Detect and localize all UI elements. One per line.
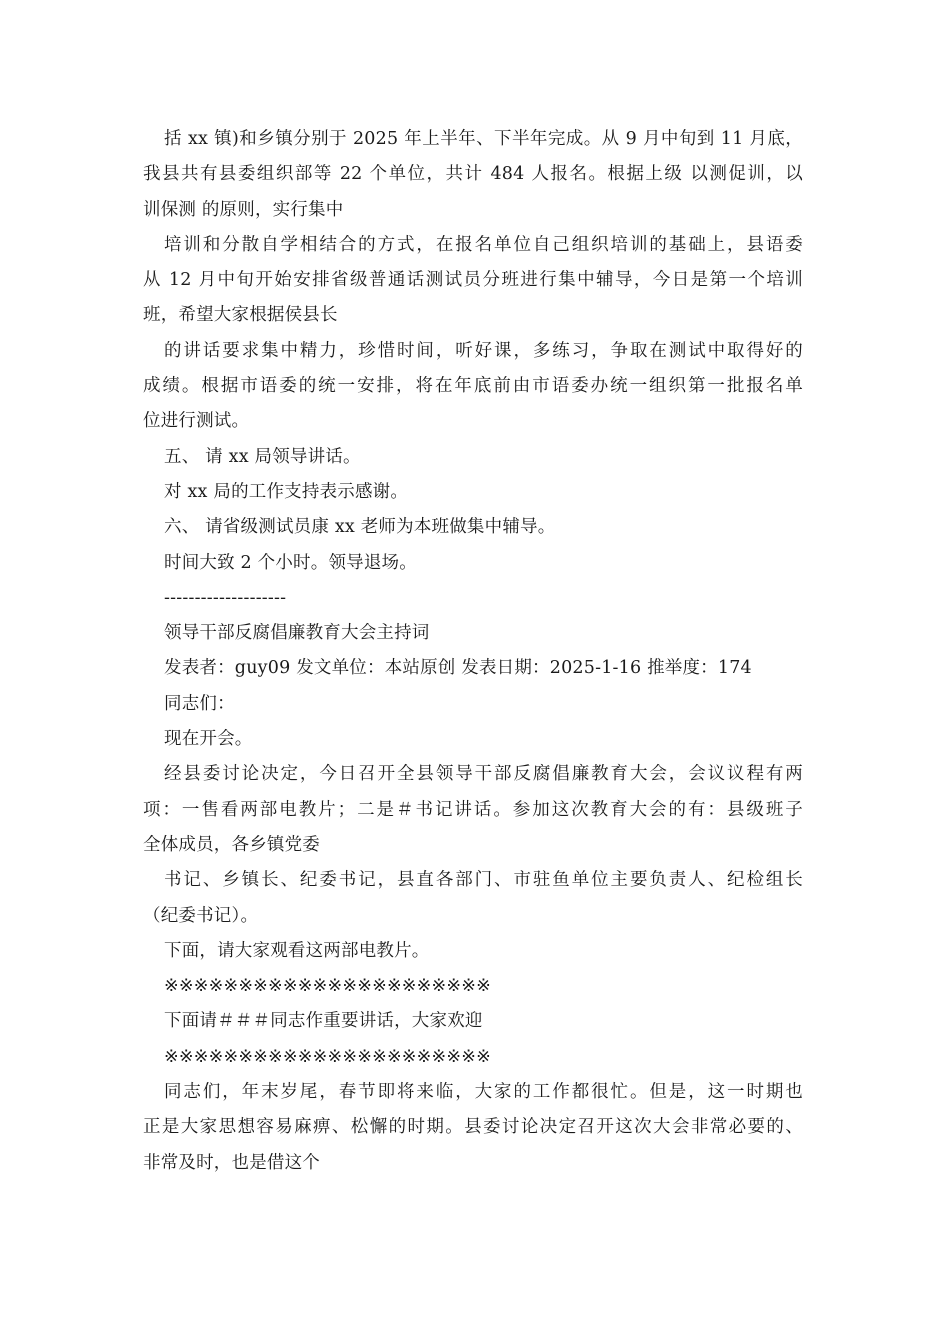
text-line: 现在开会。 bbox=[164, 729, 253, 750]
text-line: 非常及时，也是借这个 bbox=[143, 1152, 320, 1173]
text-line: ※※※※※※※※※※※※※※※※※※※※※※ bbox=[164, 976, 491, 997]
text-line: ※※※※※※※※※※※※※※※※※※※※※※ bbox=[164, 1046, 491, 1067]
text-line: 经县委讨论决定，今日召开全县领导干部反腐倡廉教育大会，会议议程有两 bbox=[164, 764, 803, 785]
text-line: （纪委书记）。 bbox=[143, 905, 259, 926]
text-line: 位进行测试。 bbox=[143, 411, 250, 432]
text-line: 成绩。根据市语委的统一安排，将在年底前由市语委办统一组织第一批报名单 bbox=[143, 376, 803, 397]
text-line: 括 xx 镇)和乡镇分别于 2025 年上半年、下半年完成。从 9 月中旬到 11 月底， bbox=[164, 129, 803, 149]
text-line: 五、 请 xx 局领导讲话。 bbox=[164, 446, 361, 467]
text-line: 的讲话要求集中精力，珍惜时间，听好课，多练习，争取在测试中取得好的 bbox=[164, 340, 803, 361]
text-line: 同志们： bbox=[164, 693, 235, 714]
text-line: 我县共有县委组织部等 22 个单位，共计 484 人报名。根据上级 以测促训，以 bbox=[143, 164, 803, 185]
text-line: 发表者：guy09 发文单位：本站原创 发表日期：2025-1-16 推举度：174 bbox=[164, 658, 752, 679]
text-line: 下面请＃＃＃同志作重要讲话，大家欢迎 bbox=[164, 1011, 483, 1032]
text-line: 书记、乡镇长、纪委书记，县直各部门、市驻鱼单位主要负责人、纪检组长 bbox=[164, 870, 803, 891]
text-line: 同志们，年末岁尾，春节即将来临，大家的工作都很忙。但是，这一时期也 bbox=[164, 1082, 803, 1103]
text-line: 班，希望大家根据侯县长 bbox=[143, 305, 338, 326]
document-body bbox=[143, 122, 803, 1181]
text-line: 从 12 月中旬开始安排省级普通话测试员分班进行集中辅导，今日是第一个培训 bbox=[143, 270, 803, 291]
text-line: 六、 请省级测试员康 xx 老师为本班做集中辅导。 bbox=[164, 517, 556, 538]
text-line: 全体成员，各乡镇党委 bbox=[143, 834, 320, 855]
text-line: 项：一售看两部电教片；二是＃书记讲话。参加这次教育大会的有：县级班子 bbox=[143, 799, 803, 820]
text-line: 领导干部反腐倡廉教育大会主持词 bbox=[164, 623, 430, 644]
text-line: 训保测 的原则，实行集中 bbox=[143, 199, 344, 220]
text-line: 对 xx 局的工作支持表示感谢。 bbox=[164, 481, 409, 502]
text-line: 时间大致 2 个小时。领导退场。 bbox=[164, 552, 417, 573]
text-line: 培训和分散自学相结合的方式，在报名单位自己组织培训的基础上，县语委 bbox=[164, 234, 803, 255]
text-line: 下面，请大家观看这两部电教片。 bbox=[164, 940, 430, 961]
text-line: -------------------- bbox=[164, 587, 287, 608]
text-line: 正是大家思想容易麻痹、松懈的时期。县委讨论决定召开这次大会非常必要的、 bbox=[143, 1117, 803, 1138]
